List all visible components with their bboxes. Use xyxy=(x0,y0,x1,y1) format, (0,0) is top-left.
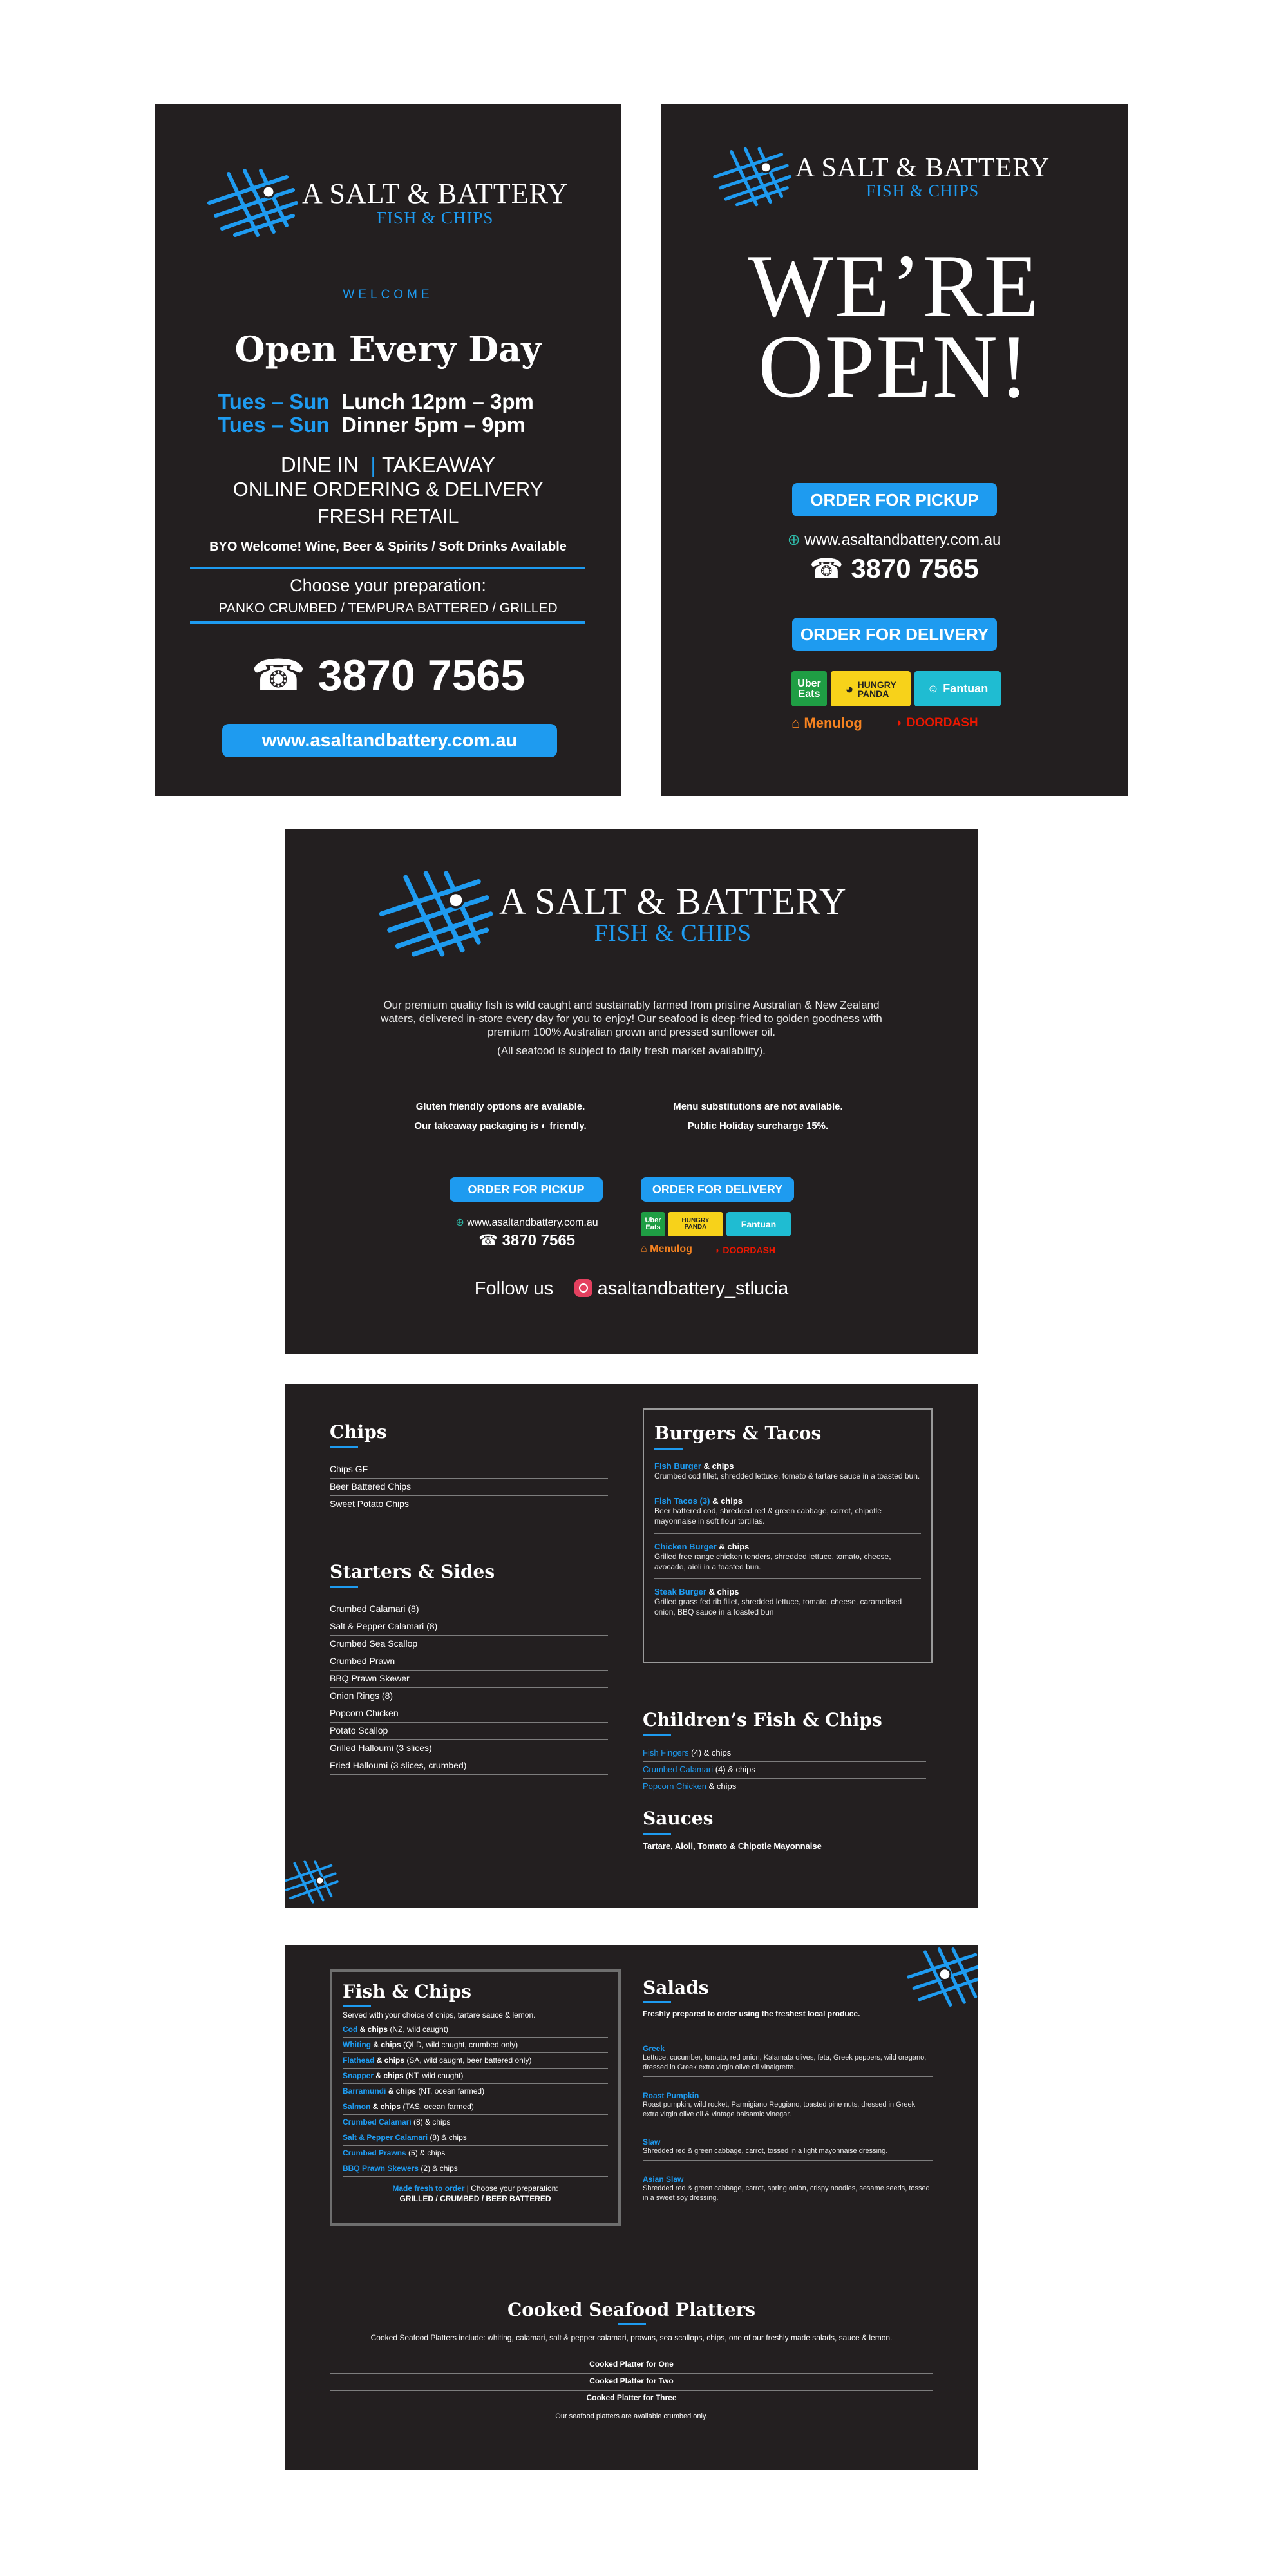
fantuan-badge[interactable]: Fantuan xyxy=(726,1212,791,1236)
order-for-delivery-button[interactable]: ORDER FOR DELIVERY xyxy=(792,618,997,651)
logo-subtitle: FISH & CHIPS xyxy=(594,920,752,947)
starters-list xyxy=(330,1601,608,1775)
fish-and-chips-section xyxy=(330,1969,621,2226)
website-line[interactable]: ⊕ www.asaltandbattery.com.au xyxy=(787,531,1001,549)
telephone-icon: ☎ xyxy=(810,553,844,583)
globe-icon: ⊕ xyxy=(787,531,800,549)
list-item: Crumbed Calamari (8) xyxy=(330,1601,608,1618)
list-item: Crumbed Prawns (5) & chips xyxy=(343,2146,608,2161)
burger-item: Chicken Burger & chips Grilled free range chicken tenders, shredded lettuce, tomato, cheese, avocado, aioli in a toasted bun. xyxy=(654,1542,921,1579)
list-item: Cooked Platter for Three xyxy=(330,2391,933,2407)
choose-preparation: Choose your preparation: xyxy=(290,576,486,595)
list-item: Onion Rings (8) xyxy=(330,1688,608,1705)
phone-block: ☎ 3870 7565 xyxy=(810,553,979,583)
salads-title-underline xyxy=(643,2001,671,2003)
telephone-icon: ☎ xyxy=(478,1232,498,1249)
packaging-note: Our takeaway packaging is ◐ friendly. xyxy=(414,1121,587,1132)
list-item: Grilled Halloumi (3 slices) xyxy=(330,1740,608,1757)
fantuan-badge[interactable]: ☺ Fantuan xyxy=(914,671,1001,706)
chips-title-underline xyxy=(330,1446,358,1448)
hours-list xyxy=(218,390,534,437)
fish-subtitle: Served with your choice of chips, tartare sauce & lemon. xyxy=(343,2011,536,2020)
burger-item: Fish Burger & chips Crumbed cod fillet, shredded lettuce, tomato & tartare sauce in a toasted bun. xyxy=(654,1461,921,1488)
salad-item: Asian Slaw Shredded red & green cabbage, carrot, spring onion, crispy noodles, sesame seeds, tossed in a sweet soy dressing. xyxy=(643,2175,930,2202)
list-item: Whiting & chips (QLD, wild caught, crumbed only) xyxy=(343,2038,608,2053)
list-item: Popcorn Chicken & chips xyxy=(643,1779,926,1795)
instagram-icon xyxy=(574,1279,592,1297)
hours-dinner: Tues – Sun Dinner 5pm – 9pm xyxy=(218,413,526,437)
logo-subtitle: FISH & CHIPS xyxy=(376,207,494,227)
list-item: Cooked Platter for One xyxy=(330,2357,933,2374)
info-panel xyxy=(285,829,978,1354)
phone-block: ☎ 3870 7565 xyxy=(478,1232,576,1249)
hours-lunch: Tues – Sun Lunch 12pm – 3pm xyxy=(218,390,534,413)
list-item: Potato Scallop xyxy=(330,1723,608,1740)
fish-title: Fish & Chips xyxy=(343,1981,472,2002)
net-corner-decoration-icon xyxy=(285,1853,339,1908)
uber-eats-badge[interactable]: Uber Eats xyxy=(791,671,827,706)
sauces-title-underline xyxy=(643,1833,671,1835)
house-icon: ⌂ xyxy=(641,1244,647,1255)
list-item: Salt & Pepper Calamari (8) xyxy=(330,1618,608,1636)
list-item: Salt & Pepper Calamari (8) & chips xyxy=(343,2130,608,2146)
website-line[interactable]: ⊕ www.asaltandbattery.com.au xyxy=(455,1217,598,1228)
brand-logo xyxy=(373,869,847,958)
salad-item: Greek Lettuce, cucumber, tomato, red onion, Kalamata olives, feta, Greek peppers, wild oregano, dressed in Greek extra virgin olive oil vinaigrette. xyxy=(643,2044,933,2077)
order-for-pickup-button[interactable]: ORDER FOR PICKUP xyxy=(792,483,997,516)
brand-logo xyxy=(709,146,1050,207)
eco-icon: ◐ xyxy=(541,1121,547,1132)
doordash-badge[interactable]: ◗ DOORDASH xyxy=(896,716,978,730)
fish-title-underline xyxy=(343,2005,371,2007)
kids-title-underline xyxy=(643,1734,671,1736)
panda-icon: ◕ xyxy=(845,680,854,697)
doordash-icon: ◗ xyxy=(715,1245,721,1255)
online-ordering-line: ONLINE ORDERING & DELIVERY xyxy=(232,478,544,500)
fishing-net-logo-icon xyxy=(709,146,793,207)
menu-page-2 xyxy=(285,1945,978,2470)
menu-policy-note: Menu substitutions are not available. Public Holiday surcharge 15%. xyxy=(673,1101,843,1132)
chips-title: Chips xyxy=(330,1421,387,1443)
burgers-section xyxy=(643,1408,933,1663)
brand-logo xyxy=(203,167,568,238)
burger-item: Steak Burger & chips Grilled grass fed rib fillet, shredded lettuce, tomato, cheese, caramelised onion, BBQ sauce in a toasted bun xyxy=(654,1586,902,1617)
starters-title-underline xyxy=(330,1586,358,1588)
fantuan-icon: ☺ xyxy=(927,682,940,695)
doordash-badge[interactable]: ◗ DOORDASH xyxy=(715,1245,776,1255)
menulog-badge[interactable]: ⌂ Menulog xyxy=(641,1244,692,1255)
list-item: Salmon & chips (TAS, ocean farmed) xyxy=(343,2099,608,2115)
logo-title: A SALT & BATTERY xyxy=(302,177,569,209)
starters-title: Starters & Sides xyxy=(330,1561,495,1582)
open-every-day-title: Open Every Day xyxy=(234,328,542,370)
list-item: Crumbed Prawn xyxy=(330,1653,608,1671)
order-for-delivery-button[interactable]: ORDER FOR DELIVERY xyxy=(641,1177,794,1202)
list-item: Chips GF xyxy=(330,1461,608,1479)
salads-section xyxy=(643,1977,933,2203)
list-item: Crumbed Calamari (4) & chips xyxy=(643,1762,926,1779)
list-item: Cooked Platter for Two xyxy=(330,2374,933,2391)
divider-top xyxy=(190,567,585,569)
instagram-handle: asaltandbattery_stlucia xyxy=(597,1278,789,1299)
logo-title: A SALT & BATTERY xyxy=(499,880,847,922)
were-open-heading: WE’RE OPEN! xyxy=(748,236,1041,417)
services-line: DINE IN | TAKEAWAY xyxy=(280,453,496,477)
availability-note: (All seafood is subject to daily fresh market availability). xyxy=(497,1045,766,1057)
gluten-note: Gluten friendly options are available. Our takeaway packaging is ◐ friendly. xyxy=(394,1097,607,1136)
made-fresh-note: Made fresh to order | Choose your preparation: GRILLED / CRUMBED / BEER BATTERED xyxy=(392,2184,558,2203)
hungry-panda-badge[interactable]: ◕ HUNGRY PANDA xyxy=(831,671,911,706)
list-item: Barramundi & chips (NT, ocean farmed) xyxy=(343,2084,608,2099)
platters-note: Our seafood platters are available crumbed only. xyxy=(555,2412,708,2420)
burger-item: Fish Tacos (3) & chips Beer battered cod, shredded red & green cabbage, carrot, chipotle mayonnaise in soft flour tortillas. xyxy=(654,1496,921,1533)
kids-section xyxy=(643,1709,926,1795)
list-item: Fried Halloumi (3 slices, crumbed) xyxy=(330,1757,608,1775)
logo-title: A SALT & BATTERY xyxy=(795,153,1050,183)
byo-line: BYO Welcome! Wine, Beer & Spirits / Soft Drinks Available xyxy=(209,540,567,554)
fishing-net-logo-icon xyxy=(203,167,299,238)
follow-us-row[interactable]: Follow us asaltandbattery_stlucia xyxy=(474,1278,789,1299)
poster-were-open xyxy=(661,104,1128,796)
phone-block xyxy=(155,650,621,701)
welcome-label: WELCOME xyxy=(343,288,433,301)
chips-section xyxy=(330,1421,608,1513)
list-item: Flathead & chips (SA, wild caught, beer battered only) xyxy=(343,2053,608,2069)
burgers-title: Burgers & Tacos xyxy=(654,1423,822,1444)
logo-subtitle: FISH & CHIPS xyxy=(866,181,980,200)
chips-list xyxy=(330,1461,608,1513)
list-item: Fish Fingers (4) & chips xyxy=(643,1745,926,1762)
salads-title: Salads xyxy=(643,1977,709,1998)
fresh-retail-line: FRESH RETAIL xyxy=(317,505,459,527)
list-item: Beer Battered Chips xyxy=(330,1479,608,1496)
list-item: Crumbed Calamari (8) & chips xyxy=(343,2115,608,2130)
website-link[interactable]: www.asaltandbattery.com.au xyxy=(222,724,557,757)
uber-eats-badge[interactable]: Uber Eats xyxy=(641,1212,665,1236)
list-item: Cod & chips (NZ, wild caught) xyxy=(343,2022,608,2038)
kids-title: Children’s Fish & Chips xyxy=(643,1709,882,1730)
salad-item: Slaw Shredded red & green cabbage, carrot, tossed in a light mayonnaise dressing. xyxy=(643,2137,933,2161)
list-item: Snapper & chips (NT, wild caught) xyxy=(343,2069,608,2084)
fish-list xyxy=(343,2022,608,2177)
kids-list xyxy=(643,1745,926,1795)
platters-section xyxy=(330,2299,933,2420)
divider-bottom xyxy=(190,621,585,624)
salads-subtitle: Freshly prepared to order using the freshest local produce. xyxy=(643,2009,860,2018)
platters-title-underline xyxy=(618,2323,646,2325)
platters-title: Cooked Seafood Platters xyxy=(507,2299,756,2320)
burgers-title-underline xyxy=(654,1448,683,1450)
list-item: Popcorn Chicken xyxy=(330,1705,608,1723)
preparation-options: PANKO CRUMBED / TEMPURA BATTERED / GRILLED xyxy=(218,601,558,616)
sauces-list: Tartare, Aioli, Tomato & Chipotle Mayonnaise xyxy=(643,1841,926,1855)
globe-icon: ⊕ xyxy=(455,1217,464,1228)
list-item: BBQ Prawn Skewer xyxy=(330,1671,608,1688)
doordash-icon: ◗ xyxy=(896,716,904,730)
list-item: BBQ Prawn Skewers (2) & chips xyxy=(343,2161,608,2177)
menulog-badge[interactable]: ⌂ Menulog xyxy=(791,715,862,731)
platters-description: Cooked Seafood Platters include: whiting, calamari, salt & pepper calamari, prawns, sea scallops, chips, one of our freshly made salads, sauce & lemon. xyxy=(370,2333,893,2342)
platters-list xyxy=(330,2357,933,2407)
house-icon: ⌂ xyxy=(791,715,800,731)
intro-paragraph: Our premium quality fish is wild caught and sustainably farmed from pristine Australian & New Zealand waters, delivered in-store every day for you to enjoy! Our seafood is deep-fried to golden goodness with premium 100% Australian grown and pressed sunflower oil. xyxy=(381,999,882,1038)
telephone-icon: ☎ xyxy=(251,651,306,700)
menu-page-1 xyxy=(285,1384,978,1908)
sauces-title: Sauces xyxy=(643,1808,714,1829)
fishing-net-logo-icon xyxy=(373,869,495,958)
hungry-panda-badge[interactable]: HUNGRY PANDA xyxy=(668,1212,723,1236)
list-item: Sweet Potato Chips xyxy=(330,1496,608,1513)
poster-open-every-day xyxy=(155,104,621,796)
sauces-section xyxy=(643,1808,926,1855)
phone-number: 3870 7565 xyxy=(317,651,526,700)
starters-section xyxy=(330,1561,608,1775)
salad-item: Roast Pumpkin Roast pumpkin, wild rocket, Parmigiano Reggiano, toasted pine nuts, dressed in Greek extra virgin olive oil & vintage balsamic vinegar. xyxy=(643,2091,933,2124)
list-item: Crumbed Sea Scallop xyxy=(330,1636,608,1653)
order-for-pickup-button[interactable]: ORDER FOR PICKUP xyxy=(450,1177,603,1202)
